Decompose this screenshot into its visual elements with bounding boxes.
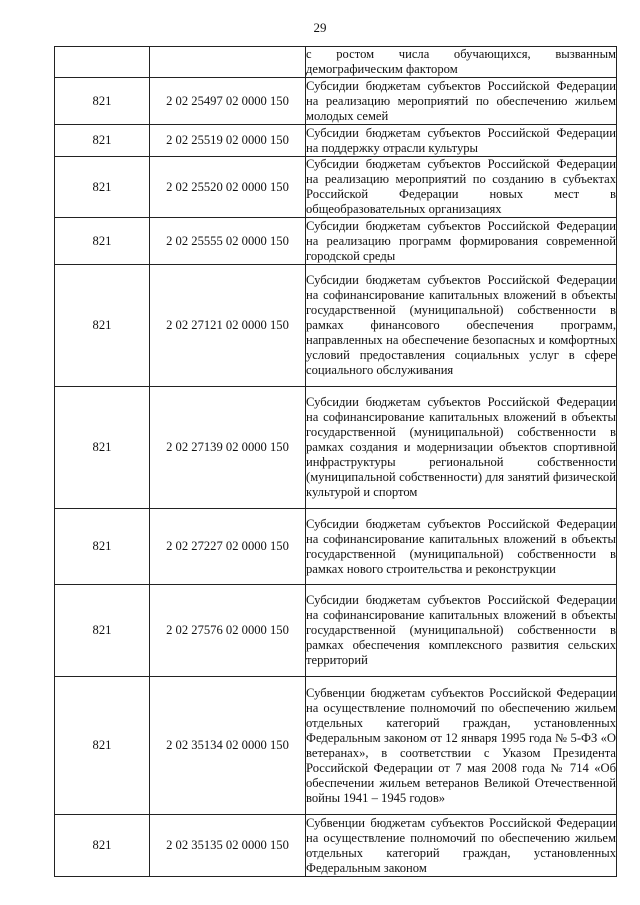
- description-cell: Субвенции бюджетам субъектов Российской Федерации на осуществление полномочий по обеспечению жильем отдельных категорий граждан, установленных Федеральным законом от 12 января 1995 года № 5-ФЗ «О ветеранах», в соответствии с Указом Президента Российской Федерации от 7 мая 2008 года № 714 «Об обеспечении жильем ветеранов Великой Отечественной войны 1941 – 1945 годов»: [306, 677, 617, 815]
- budget-code-cell: 2 02 27227 02 0000 150: [150, 509, 306, 585]
- admin-code-cell: [55, 47, 150, 78]
- admin-code-cell: 821: [55, 157, 150, 218]
- budget-code-cell: 2 02 25497 02 0000 150: [150, 78, 306, 125]
- admin-code-cell: 821: [55, 265, 150, 387]
- table-row: [55, 815, 617, 877]
- table-row: [55, 157, 617, 218]
- page-number: 29: [313, 20, 327, 35]
- admin-code-cell: 821: [55, 125, 150, 157]
- budget-codes-table: [54, 46, 617, 877]
- description-cell: Субсидии бюджетам субъектов Российской Федерации на софинансирование капитальных вложений в объекты государственной (муниципальной) собственности в рамках нового строительства и реконструкции: [306, 509, 617, 585]
- admin-code-cell: 821: [55, 677, 150, 815]
- budget-code-cell: 2 02 25520 02 0000 150: [150, 157, 306, 218]
- budget-code-cell: 2 02 25555 02 0000 150: [150, 218, 306, 265]
- description-cell: Субсидии бюджетам субъектов Российской Федерации на софинансирование капитальных вложений в объекты государственной (муниципальной) собственности в рамках обеспечения комплексного развития сельских территорий: [306, 585, 617, 677]
- description-cell: Субсидии бюджетам субъектов Российской Федерации на реализацию программ формирования современной городской среды: [306, 218, 616, 263]
- admin-code-cell: 821: [55, 585, 150, 677]
- description-cell: Субсидии бюджетам субъектов Российской Федерации на поддержку отрасли культуры: [306, 125, 616, 155]
- admin-code-cell: 821: [55, 387, 150, 509]
- admin-code-cell: 821: [55, 815, 150, 877]
- budget-code-cell: 2 02 25519 02 0000 150: [150, 125, 306, 157]
- budget-code-cell: 2 02 27576 02 0000 150: [150, 585, 306, 677]
- table-row: [55, 585, 617, 677]
- description-cell: Субсидии бюджетам субъектов Российской Федерации на реализацию мероприятий по обеспечению жильем молодых семей: [306, 78, 616, 123]
- description-cell: Субвенции бюджетам субъектов Российской Федерации на осуществление полномочий по обеспечению жильем отдельных категорий граждан, установленных Федеральным законом: [306, 815, 616, 875]
- table-row: [55, 125, 617, 157]
- budget-code-cell: [150, 47, 306, 78]
- budget-code-cell: 2 02 27139 02 0000 150: [150, 387, 306, 509]
- description-cell: с ростом числа обучающихся, вызванным демографическим фактором: [306, 47, 616, 76]
- table-row: [55, 509, 617, 585]
- description-cell: Субсидии бюджетам субъектов Российской Федерации на софинансирование капитальных вложений в объекты государственной (муниципальной) собственности в рамках создания и модернизации объектов спортивной инфраструктуры региональной собственности (муниципальной собственности) для занятий физической культурой и спортом: [306, 387, 617, 509]
- budget-code-cell: 2 02 27121 02 0000 150: [150, 265, 306, 387]
- description-cell: Субсидии бюджетам субъектов Российской Федерации на софинансирование капитальных вложений в объекты государственной (муниципальной) собственности в рамках финансового обеспечения программ, направленных на обеспечение безопасных и комфортных условий предоставления социальных услуг в сфере социального обслуживания: [306, 265, 617, 387]
- admin-code-cell: 821: [55, 218, 150, 265]
- table-row: [55, 218, 617, 265]
- admin-code-cell: 821: [55, 509, 150, 585]
- table-row: [55, 47, 617, 78]
- table-row: [55, 677, 617, 815]
- table-row: [55, 78, 617, 125]
- table-row: [55, 265, 617, 387]
- budget-code-cell: 2 02 35135 02 0000 150: [150, 815, 306, 877]
- admin-code-cell: 821: [55, 78, 150, 125]
- budget-code-cell: 2 02 35134 02 0000 150: [150, 677, 306, 815]
- table-row: [55, 387, 617, 509]
- description-cell: Субсидии бюджетам субъектов Российской Федерации на реализацию мероприятий по созданию в субъектах Российской Федерации новых мест в общеобразовательных организациях: [306, 157, 616, 216]
